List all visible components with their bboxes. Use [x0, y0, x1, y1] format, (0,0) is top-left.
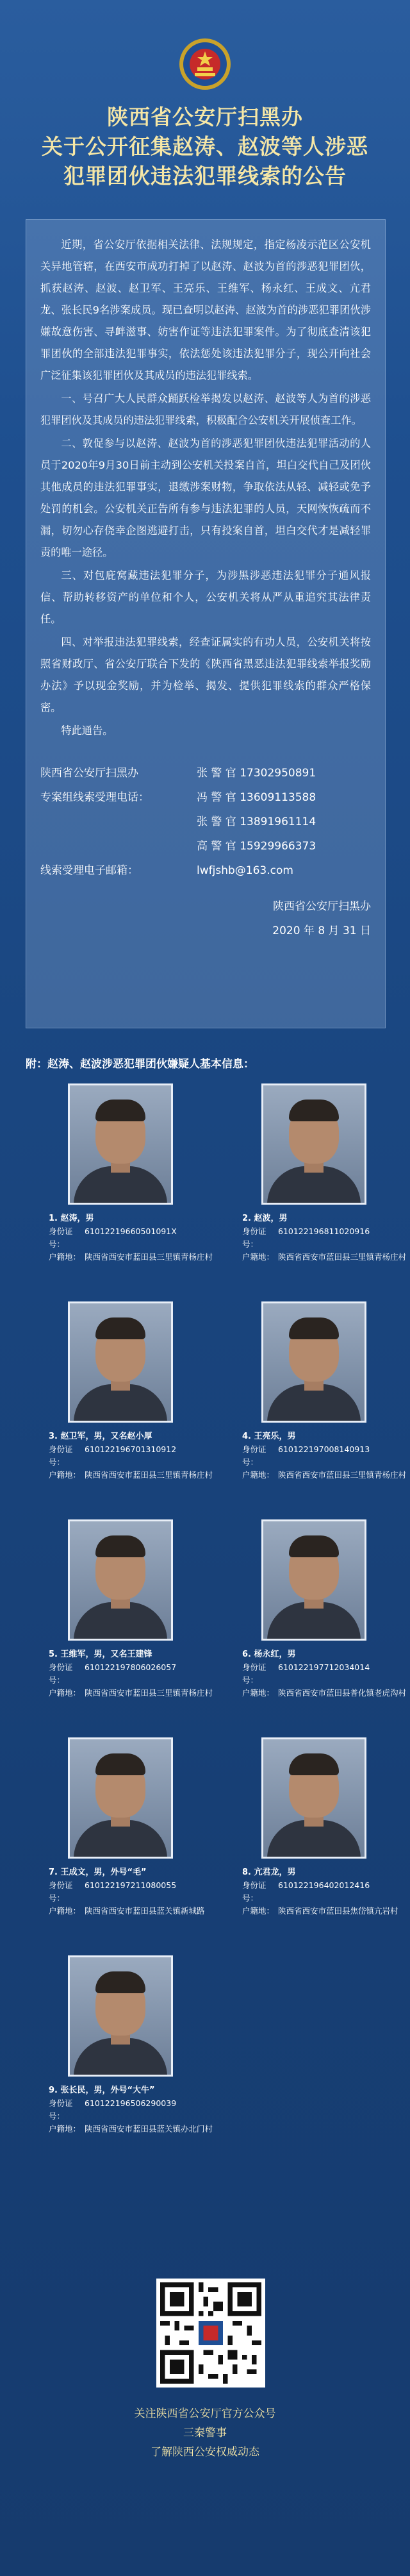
suspect-id: 61012219660501091X [85, 1226, 177, 1236]
contact-label: 专案组线索受理电话： [40, 791, 149, 804]
contact-label: 线索受理电子邮箱： [40, 864, 138, 877]
suspect-card [49, 1519, 215, 1700]
signature-date: 2020 年 8 月 31 日 [272, 924, 371, 937]
hukou-label: 户籍地： [49, 1252, 81, 1262]
hukou-label: 户籍地： [242, 1252, 275, 1262]
suspect-id: 610122197008140913 [278, 1444, 370, 1454]
contact-row [40, 761, 371, 785]
suspect-card [49, 1737, 215, 1918]
page-title [26, 103, 384, 191]
hukou-label: 户籍地： [242, 1688, 275, 1698]
suspect-photo [261, 1083, 366, 1205]
suspect-id: 610122197211080055 [85, 1880, 177, 1890]
suspect-name: 3. 赵卫军，男，又名赵小厚 [49, 1432, 152, 1441]
suspect-photo [261, 1301, 366, 1423]
suspect-name: 5. 王维军，男，又名王建锋 [49, 1650, 152, 1659]
suspect-hukou: 陕西省西安市蓝田县焦岱镇亢岩村 [278, 1906, 398, 1916]
notice-paragraph-intro: 近期，省公安厅依据相关法律、法规规定，指定杨凌示范区公安机关异地管辖，在西安市成功打掉了以赵涛、赵波为首的涉恶犯罪团伙，抓获赵涛、赵波、赵卫军、王亮乐、王维军、杨永红、王成文、亢君龙、张长民9名涉案成员。现已查明以赵涛、赵波为首的涉恶犯罪团伙涉嫌故意伤害、寻衅滋事、妨害作证等违法犯罪案件。为了彻底查清该犯罪团伙的全部违法犯罪事实，依法惩处该违法犯罪分子，现公开向社会广泛征集该犯罪团伙及其成员的违法犯罪线索。 [40, 238, 371, 381]
contact-phone[interactable]: 张 警 官 13891961114 [197, 815, 316, 828]
suspect-name: 6. 杨永红，男 [242, 1650, 296, 1659]
suspect-name: 9. 张长民，男，外号“大牛” [49, 2086, 155, 2095]
suspects-section-title: 附：赵涛、赵波涉恶犯罪团伙嫌疑人基本信息： [26, 1058, 254, 1071]
suspect-name: 1. 赵涛，男 [49, 1214, 94, 1223]
suspect-photo [261, 1737, 366, 1859]
id-label: 身份证号： [49, 1880, 73, 1903]
contact-row [40, 834, 371, 858]
id-label: 身份证号： [49, 1444, 73, 1467]
hukou-label: 户籍地： [242, 1470, 275, 1480]
contact-label: 陕西省公安厅扫黑办 [40, 767, 138, 780]
suspect-card [49, 1955, 215, 2136]
id-label: 身份证号： [49, 2098, 73, 2121]
suspect-hukou: 陕西省西安市蓝田县三里镇青杨庄村 [85, 1470, 213, 1480]
hukou-label: 户籍地： [242, 1906, 275, 1916]
footer-line-2[interactable]: 三秦警事 [183, 2427, 227, 2439]
suspect-id: 610122196402012416 [278, 1880, 370, 1890]
contact-row [40, 785, 371, 810]
suspect-hukou: 陕西省西安市蓝田县蓝关镇新城路 [85, 1906, 205, 1916]
hukou-label: 户籍地： [49, 1906, 81, 1916]
suspect-card [49, 1301, 215, 1482]
suspect-hukou: 陕西省西安市蓝田县蓝关镇办北门村 [85, 2124, 213, 2134]
id-label: 身份证号： [49, 1662, 73, 1685]
hukou-label: 户籍地： [49, 1470, 81, 1480]
notice-paragraph-1: 一、号召广大人民群众踊跃检举揭发以赵涛、赵波等人为首的涉恶犯罪团伙及其成员的违法犯罪线索，积极配合公安机关开展侦查工作。 [40, 392, 371, 426]
contact-phone[interactable]: 高 警 官 15929966373 [197, 840, 316, 853]
contact-phone[interactable]: 冯 警 官 13609113588 [197, 791, 316, 804]
signature-org: 陕西省公安厅扫黑办 [273, 900, 371, 913]
suspect-hukou: 陕西省西安市蓝田县三里镇青杨庄村 [278, 1252, 407, 1262]
suspect-card [242, 1519, 409, 1700]
footer-line-3: 了解陕西公安权威动态 [151, 2446, 259, 2459]
hukou-label: 户籍地： [49, 1688, 81, 1698]
notice-paragraph-2: 二、敦促参与以赵涛、赵波为首的涉恶犯罪团伙违法犯罪活动的人员于2020年9月30日前主动到公安机关投案自首，坦白交代自己及团伙其他成员的违法犯罪事实，退缴涉案财物，争取依法从轻、减轻或免予处罚的机会。公安机关正告所有参与违法犯罪的人员，天网恢恢疏而不漏，切勿心存侥幸企图逃避打击，只有投案自首，坦白交代才是减轻罪责的唯一途径。 [40, 437, 371, 558]
suspect-photo [68, 1955, 173, 2077]
contact-label [40, 834, 197, 858]
contact-email-link[interactable]: lwfjshb@163.com [197, 864, 293, 877]
contact-block [40, 761, 371, 883]
notice-paragraph-3: 三、对包庇窝藏违法犯罪分子，为涉黑涉恶违法犯罪分子通风报信、帮助转移资产的单位和个人，公安机关将从严从重追究其法律责任。 [40, 569, 371, 625]
suspect-name: 2. 赵波，男 [242, 1214, 288, 1223]
contact-label [40, 810, 197, 834]
qr-code-icon[interactable] [156, 2279, 265, 2388]
notice-paragraph-4: 四、对举报违法犯罪线索，经查证属实的有功人员，公安机关将按照省财政厅、省公安厅联合下发的《陕西省黑恶违法犯罪线索举报奖励办法》予以现金奖励，并为检举、揭发、提供犯罪线索的群众严格保密。 [40, 636, 371, 714]
id-label: 身份证号： [49, 1226, 73, 1249]
suspect-hukou: 陕西省西安市蓝田县三里镇青杨庄村 [85, 1688, 213, 1698]
suspect-id: 610122196701310912 [85, 1444, 177, 1454]
footer-text [26, 2404, 384, 2462]
suspect-card [242, 1083, 409, 1264]
footer-line-1: 关注陕西省公安厅官方公众号 [134, 2407, 276, 2420]
suspect-name: 4. 王亮乐，男 [242, 1432, 296, 1441]
suspect-photo [68, 1083, 173, 1205]
suspect-photo [261, 1519, 366, 1641]
suspect-id: 610122196811020916 [278, 1226, 370, 1236]
police-emblem-icon [178, 37, 232, 91]
title-line-3: 犯罪团伙违法犯罪线索的公告 [63, 163, 347, 188]
notice-closing: 特此通告。 [61, 724, 113, 737]
hukou-label: 户籍地： [49, 2124, 81, 2134]
suspect-hukou: 陕西省西安市蓝田县三里镇青杨庄村 [85, 1252, 213, 1262]
suspect-hukou: 陕西省西安市蓝田县普化镇老虎沟村 [278, 1688, 407, 1698]
suspect-hukou: 陕西省西安市蓝田县三里镇青杨庄村 [278, 1470, 407, 1480]
contact-phone[interactable]: 张 警 官 17302950891 [197, 767, 316, 780]
id-label: 身份证号： [242, 1880, 266, 1903]
suspect-card [242, 1301, 409, 1482]
notice-panel [26, 219, 386, 1028]
contact-row [40, 810, 371, 834]
suspect-id: 610122196506290039 [85, 2098, 177, 2108]
contact-row [40, 858, 371, 883]
suspect-id: 610122197712034014 [278, 1662, 370, 1672]
suspect-card [49, 1083, 215, 1264]
suspect-name: 8. 亢君龙，男 [242, 1868, 296, 1877]
suspect-photo [68, 1301, 173, 1423]
suspect-photo [68, 1519, 173, 1641]
id-label: 身份证号： [242, 1226, 266, 1249]
suspect-id: 610122197806026057 [85, 1662, 177, 1672]
id-label: 身份证号： [242, 1444, 266, 1467]
suspect-photo [68, 1737, 173, 1859]
id-label: 身份证号： [242, 1662, 266, 1685]
title-line-2: 关于公开征集赵涛、赵波等人涉恶 [42, 134, 368, 159]
title-line-1: 陕西省公安厅扫黑办 [107, 105, 303, 130]
suspect-card [242, 1737, 409, 1918]
suspect-name: 7. 王成文，男，外号“毛” [49, 1868, 147, 1877]
